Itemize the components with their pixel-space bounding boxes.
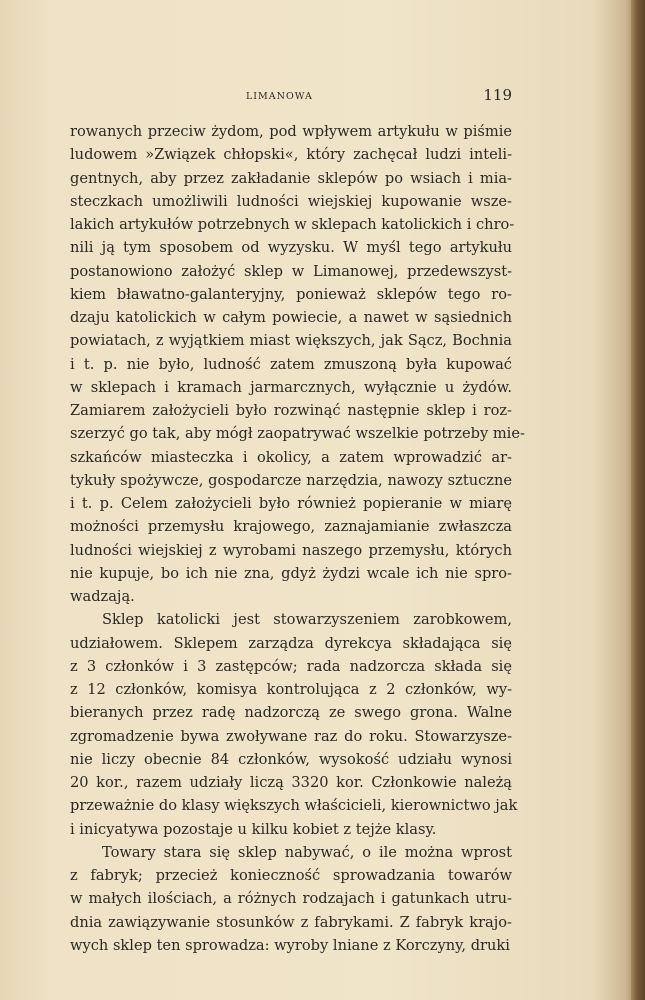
text-line: tykuły spożywcze, gospodarcze narzędzia, nawozy sztuczne bbox=[70, 471, 512, 489]
text-line: bieranych przez radę nadzorczą ze swego grona. Walne bbox=[70, 704, 512, 722]
paragraph bbox=[70, 608, 518, 841]
text-line: wadzają. bbox=[70, 588, 135, 605]
text-line: nie liczy obecnie 84 członków, wysokość udziału wynosi bbox=[70, 750, 512, 768]
text-line: przeważnie do klasy większych właścicieli, kierownictwo jak bbox=[70, 797, 518, 815]
text-line: dzaju katolickich w całym powiecie, a nawet w sąsiednich bbox=[70, 309, 512, 326]
text-line: Zamiarem założycieli było rozwinąć następnie sklep i roz- bbox=[70, 402, 512, 419]
book-spine-edge bbox=[631, 0, 645, 1000]
text-line: szkańców miasteczka i okolicy, a zatem wprowadzić ar- bbox=[70, 448, 512, 466]
text-line: kiem bławatno-galanteryjny, ponieważ sklepów tego ro- bbox=[70, 285, 512, 303]
text-line: steczkach umożliwili ludności wiejskiej kupowanie wsze- bbox=[70, 192, 512, 210]
text-line: z 12 członków, komisya kontrolująca z 2 członków, wy- bbox=[70, 681, 512, 698]
text-line: ludności wiejskiej z wyrobami naszego przemysłu, których bbox=[70, 541, 512, 559]
body-text bbox=[70, 120, 525, 957]
text-line: gentnych, aby przez zakładanie sklepów po wsiach i mia- bbox=[70, 169, 512, 187]
text-line: z 3 członków i 3 zastępców; rada nadzorcza składa się bbox=[70, 657, 512, 675]
text-line: nili ją tym sposobem od wyzysku. W myśl tego artykułu bbox=[70, 239, 512, 257]
page-header bbox=[70, 86, 512, 110]
page-number: 119 bbox=[483, 86, 512, 104]
text-line: Sklep katolicki jest stowarzyszeniem zarobkowem, bbox=[102, 611, 512, 629]
text-line: dnia zawiązywanie stosunków z fabrykami. Z fabryk krajo- bbox=[70, 913, 512, 931]
text-line: ludowem »Związek chłopski«, który zachęcał ludzi inteli- bbox=[70, 146, 512, 164]
text-line: i inicyatywa pozostaje u kilku kobiet z tejże klasy. bbox=[70, 820, 437, 838]
text-line: i t. p. Celem założycieli było również popieranie w miarę bbox=[70, 495, 512, 512]
text-line: postanowiono założyć sklep w Limanowej, przedewszyst- bbox=[70, 262, 512, 280]
text-line: wych sklep ten sprowadza: wyroby lniane z Korczyny, druki bbox=[70, 936, 510, 954]
text-line: i t. p. nie było, ludność zatem zmuszoną była kupować bbox=[70, 355, 512, 373]
text-line: rowanych przeciw żydom, pod wpływem artykułu w piśmie bbox=[70, 123, 512, 140]
text-line: udziałowem. Sklepem zarządza dyrekcya składająca się bbox=[70, 634, 512, 652]
text-line: szerzyć go tak, aby mógł zaopatrywać wszelkie potrzeby mie- bbox=[70, 425, 525, 443]
text-line: w małych ilościach, a różnych rodzajach i gatunkach utru- bbox=[70, 890, 512, 908]
paragraph bbox=[70, 841, 512, 957]
text-line: z fabryk; przecież konieczność sprowadzania towarów bbox=[70, 867, 512, 884]
text-line: zgromadzenie bywa zwoływane raz do roku. Stowarzysze- bbox=[70, 727, 512, 745]
text-line: 20 kor., razem udziały liczą 3320 kor. Członkowie należą bbox=[70, 774, 512, 791]
text-line: powiatach, z wyjątkiem miast większych, jak Sącz, Bochnia bbox=[70, 332, 512, 350]
text-line: nie kupuje, bo ich nie zna, gdyż żydzi wcale ich nie spro- bbox=[70, 564, 512, 582]
text-line: możności przemysłu krajowego, zaznajamianie zwłaszcza bbox=[70, 518, 512, 536]
text-line: Towary stara się sklep nabywać, o ile można wprost bbox=[102, 843, 512, 861]
running-head: LIMANOWA bbox=[246, 91, 313, 102]
text-line: w sklepach i kramach jarmarcznych, wyłącznie u żydów. bbox=[70, 378, 512, 396]
text-line: lakich artykułów potrzebnych w sklepach katolickich i chro- bbox=[70, 216, 515, 233]
paragraph bbox=[70, 120, 525, 608]
